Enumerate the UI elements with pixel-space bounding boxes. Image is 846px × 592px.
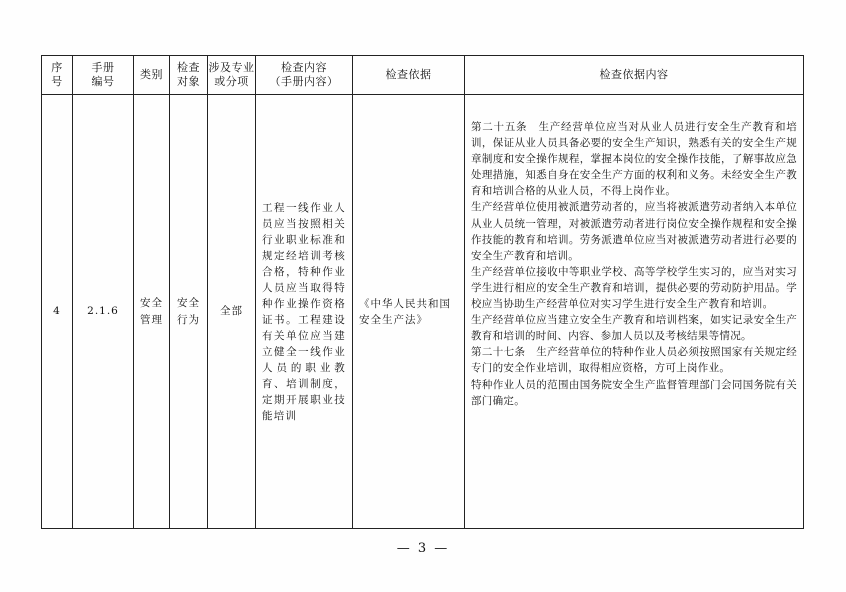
basis-paragraph: 生产经营单位应当建立安全生产教育和培训档案，如实记录安全生产教育和培训的时间、内容、参加人员以及考核结果等情况。: [471, 314, 797, 343]
table-row: [42, 95, 804, 529]
basis-paragraph: 生产经营单位接收中等职业学校、高等学校学生实习的，应当对实习学生进行相应的安全生产教育和培训，提供必要的劳动防护用品。学校应当协助生产经营单位对实习学生进行安全生产教育和培训。: [471, 265, 797, 311]
header-basis: [353, 56, 465, 95]
header-code: [73, 56, 134, 95]
basis-paragraph: 第二十五条 生产经营单位应当对从业人员进行安全生产教育和培训，保证从业人员具备必要的安全生产知识，熟悉有关的安全生产规章制度和安全操作规程，掌握本岗位的安全操作技能，了解事故应急处理措施，知悉自身在安全生产方面的权利和义务。未经安全生产教育和培训合格的从业人员，不得上岗作业。: [471, 121, 797, 198]
row-object: 安全 行为: [177, 296, 200, 326]
row-seq: 4: [53, 305, 61, 317]
cell-code: [73, 95, 134, 529]
header-object-label: 检查 对象: [177, 61, 200, 88]
header-content-label: 检查内容 （手册内容）: [269, 61, 339, 88]
header-profession: [208, 56, 256, 95]
header-category: [134, 56, 170, 95]
row-content: 工程一线作业人员应当按照相关行业职业标准和规定经培训考核合格，特种作业人员应当取得特种作业操作资格证书。工程建设有关单位应当建立健全一线作业人员的职业教育、培训制度，定期开展职业技能培训: [262, 201, 346, 422]
header-content: [256, 56, 353, 95]
header-profession-label: 涉及专业 或分项: [208, 61, 255, 88]
row-code: 2.1.6: [87, 305, 119, 317]
cell-content: [256, 95, 353, 529]
basis-paragraph: 特种作业人员的范围由国务院安全生产监督管理部门会同国务院有关部门确定。: [471, 378, 797, 407]
header-code-label: 手册 编号: [91, 61, 115, 88]
header-seq: [42, 56, 73, 95]
cell-profession: [208, 95, 256, 529]
basis-content-text: [471, 95, 797, 409]
header-seq-label: 序 号: [51, 61, 63, 88]
header-object: [170, 56, 208, 95]
header-basis-content: [465, 56, 804, 95]
header-category-label: 类别: [140, 68, 163, 81]
header-basis-content-label: 检查依据内容: [599, 68, 669, 81]
cell-object: [170, 95, 208, 529]
row-category: 安全 管理: [140, 296, 163, 326]
basis-paragraph: 生产经营单位使用被派遣劳动者的，应当将被派遣劳动者纳入本单位从业人员统一管理，对被派遣劳动者进行岗位安全操作规程和安全操作技能的教育和培训。劳务派遣单位应当对被派遣劳动者进行必要的安全生产教育和培训。: [471, 201, 797, 262]
page-number: — 3 —: [396, 541, 450, 556]
cell-seq: [42, 95, 73, 529]
table-header-row: [42, 56, 804, 95]
header-basis-label: 检查依据: [385, 68, 432, 81]
cell-basis: [353, 95, 465, 529]
row-profession: 全部: [220, 305, 243, 317]
row-basis: 《中华人民共和国安全生产法》: [359, 297, 451, 326]
cell-basis-content: [465, 95, 804, 529]
cell-category: [134, 95, 170, 529]
inspection-table: [41, 55, 804, 529]
basis-paragraph: 第二十七条 生产经营单位的特种作业人员必须按照国家有关规定经专门的安全作业培训，取得相应资格，方可上岗作业。: [471, 346, 797, 375]
